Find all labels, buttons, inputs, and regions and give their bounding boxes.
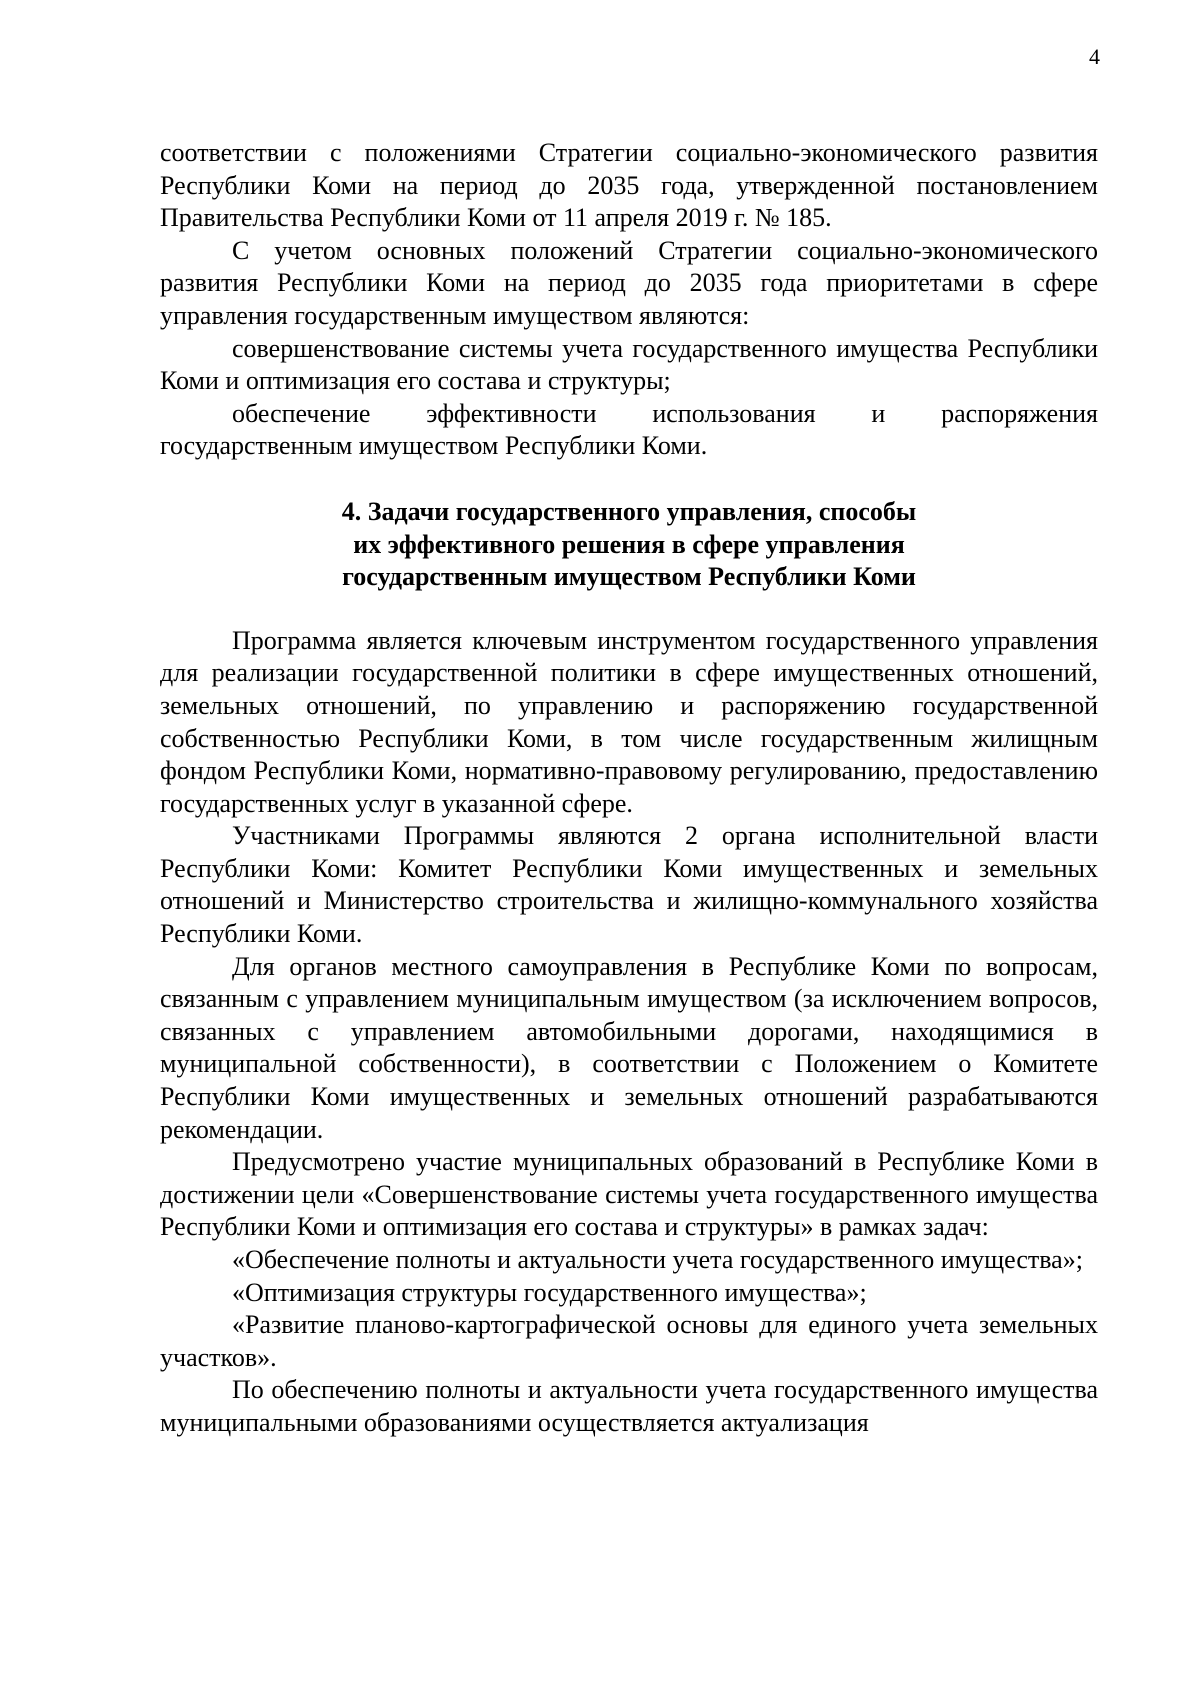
task-item: «Обеспечение полноты и актуальности учета государственного имущества»; [232, 1245, 1083, 1274]
intro-paragraph: соответствии с положениями Стратегии социально-экономического развития Республики Коми на период до 2035 года, утвержденной постановлением Правительства Республики Коми от 11 апреля 2019 г. № 185. [160, 138, 1098, 233]
task-item: «Развитие планово-картографической основы для единого учета земельных участков». [160, 1310, 1098, 1372]
section-paragraph: По обеспечению полноты и актуальности учета государственного имущества муниципальными образованиями осуществляется актуализация [160, 1375, 1098, 1437]
section-paragraph: Участниками Программы являются 2 органа исполнительной власти Республики Коми: Комитет Республики Коми имущественных и земельных отношений и Министерство строительства и жилищно-коммунального хозяйства Республики Коми. [160, 821, 1098, 949]
priorities-intro-paragraph: С учетом основных положений Стратегии социально-экономического развития Республики Коми на период до 2035 года приоритетами в сфере управления государственным имуществом являются: [160, 235, 1098, 330]
section-heading-line: их эффективного решения в сфере управления [353, 529, 905, 559]
document-body [160, 137, 1098, 1440]
page-number: 4 [1089, 44, 1100, 69]
section-paragraph: Программа является ключевым инструментом государственного управления для реализации государственной политики в сфере имущественных отношений, земельных отношений, по управлению и распоряжению государственной собственностью Республики Коми, в том числе государственным жилищным фондом Республики Коми, нормативно-правовому регулированию, предоставлению государственных услуг в указанной сфере. [160, 625, 1098, 818]
priority-item: обеспечение эффективности использования и распоряжения государственным имуществом Республики Коми. [160, 398, 1098, 461]
section-paragraph: Предусмотрено участие муниципальных образований в Республике Коми в достижении цели «Совершенствование системы учета государственного имущества Республики Коми и оптимизация его состава и структуры» в рамках задач: [160, 1147, 1098, 1242]
section-heading-line: 4. Задачи государственного управления, способы [341, 496, 917, 526]
section-heading-line: государственным имуществом Республики Коми [342, 562, 916, 592]
section-paragraph: Для органов местного самоуправления в Республике Коми по вопросам, связанным с управлением муниципальным имуществом (за исключением вопросов, связанных с управлением автомобильными дорогами, находящимися в муниципальной собственности), в соответствии с Положением о Комитете Республики Коми имущественных и земельных отношений разрабатываются рекомендации. [160, 951, 1098, 1144]
task-item: «Оптимизация структуры государственного имущества»; [232, 1277, 867, 1307]
priority-item: совершенствование системы учета государственного имущества Республики Коми и оптимизация его состава и структуры; [160, 333, 1098, 396]
section-heading [160, 496, 1098, 594]
